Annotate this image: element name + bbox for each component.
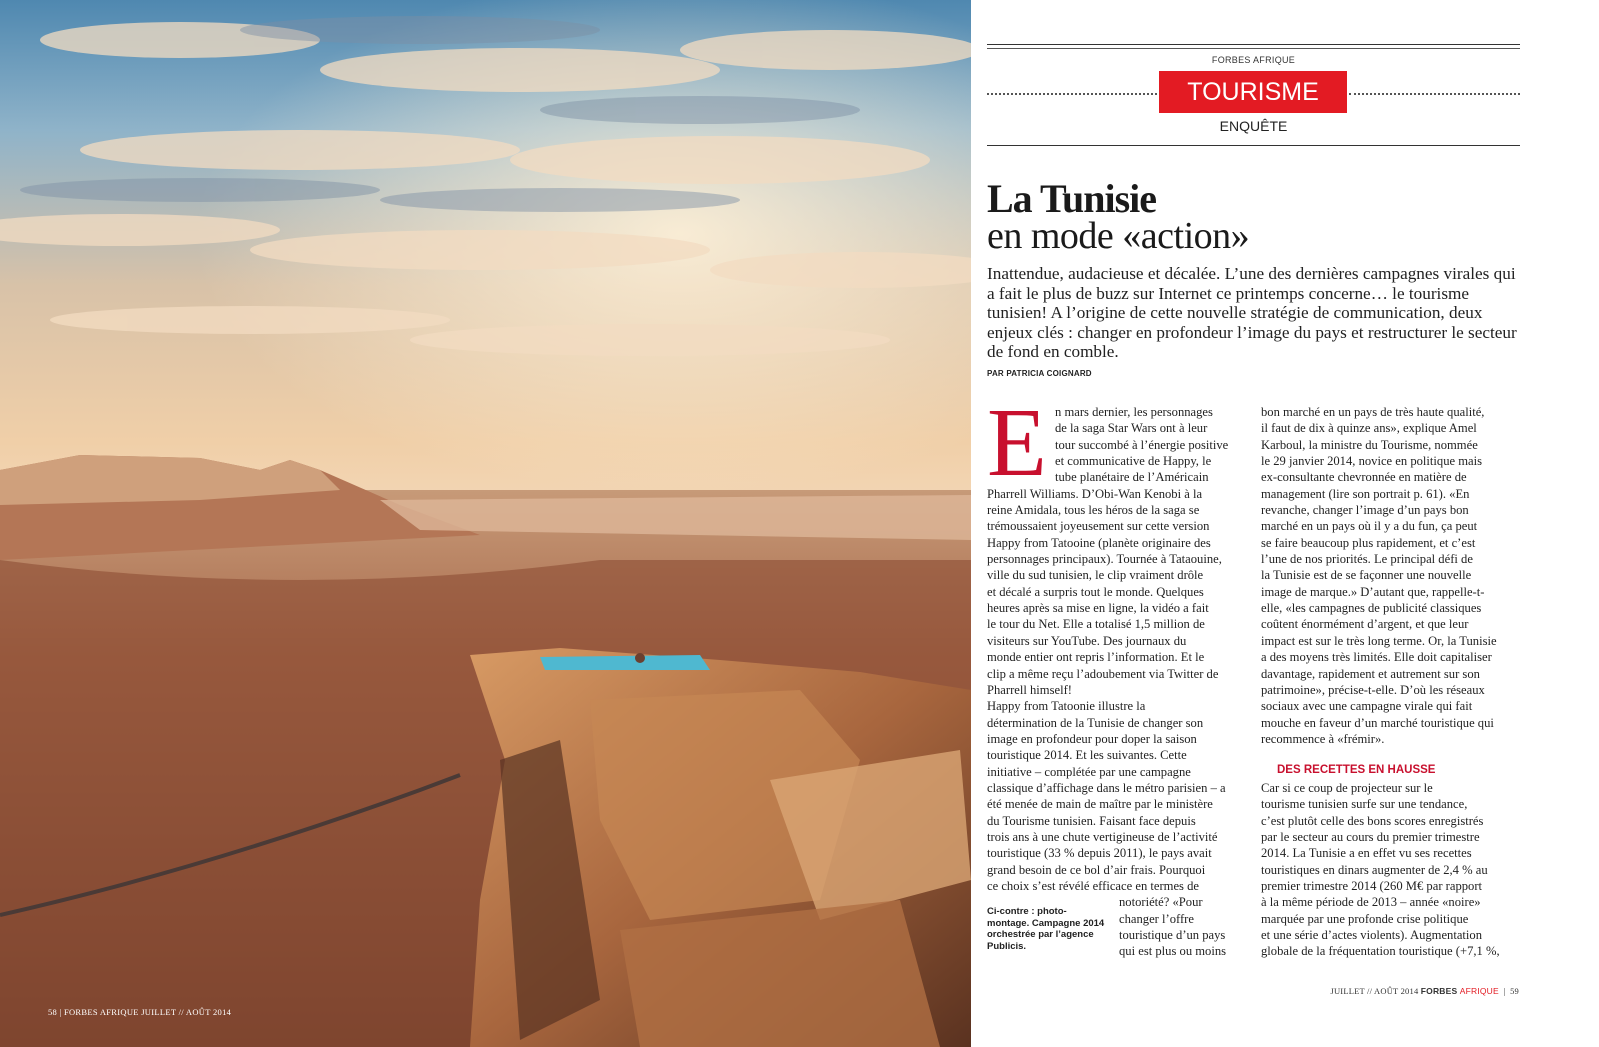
- body-column-2: [1261, 404, 1517, 747]
- body-line: trois ans à une chute vertigineuse de l’activité: [987, 829, 1218, 844]
- body-line: monde entier ont repris l’information. Et le: [987, 650, 1205, 665]
- body-line: ce choix s’est révélé efficace en termes de: [987, 878, 1199, 893]
- body-line: tourisme tunisien surfe sur une tendance,: [1261, 797, 1468, 812]
- body-line: elle, «les campagnes de publicité classiques: [1261, 601, 1482, 616]
- body-line: le 29 janvier 2014, novice en politique mais: [1261, 454, 1483, 469]
- body-line: sociaux avec une campagne virale qui fait: [1261, 699, 1473, 714]
- body-line: touristiques en dinars augmenter de 2,4 % au: [1261, 862, 1488, 877]
- body-column-2-continued: [1261, 780, 1517, 960]
- body-line: de la saga Star Wars ont à leur: [1055, 421, 1208, 436]
- body-line: touristique d’un pays: [1119, 928, 1226, 942]
- page-number: 59: [1510, 986, 1519, 996]
- article-title-line2: en mode «action»: [987, 215, 1250, 257]
- standfirst: Inattendue, audacieuse et décalée. L’une des dernières campagnes virales qui a fait le plus de buzz sur Internet ce printemps concerne… le tourisme tunisien! A l’origine de cette nouvelle stratégie de communication, deux enjeux clés : changer en profondeur l’image du pays et restructurer le secteur de fond en comble.: [987, 264, 1517, 361]
- body-line: personnages principaux). Tournée à Tataouine,: [987, 552, 1222, 567]
- body-line: reine Amidala, tous les héros de la saga se: [987, 503, 1200, 518]
- body-line: se faire beaucoup plus rapidement, et c’est: [1261, 535, 1476, 550]
- body-line: coûtent énormément d’argent, et que leur: [1261, 617, 1469, 632]
- article-page: [971, 0, 1599, 1047]
- body-line: clip a même reçu l’adoubement via Twitter de: [987, 666, 1219, 681]
- body-line: touristique (33 % depuis 2011), le pays avait: [987, 846, 1212, 861]
- body-line: la Tunisie est de se façonner une nouvelle: [1261, 568, 1472, 583]
- body-line: par le secteur au cours du premier trimestre: [1261, 830, 1480, 845]
- body-line: davantage, rapidement et autrement sur son: [1261, 666, 1480, 681]
- page-folio-right: JUILLET // AOÛT 2014 FORBES AFRIQUE | 59: [1330, 986, 1519, 996]
- folio-brand: FORBES: [1420, 986, 1458, 996]
- body-line: c’est plutôt celle des bons scores enregistrés: [1261, 813, 1484, 828]
- body-line: globale de la fréquentation touristique (+7,1 %,: [1261, 944, 1500, 959]
- body-line: premier trimestre 2014 (260 M€ par rapport: [1261, 879, 1483, 894]
- body-column-1: [987, 389, 1237, 960]
- body-line: à la même période de 2013 – année «noire»: [1261, 895, 1481, 910]
- body-line: touristique 2014. Et les suivantes. Cette: [987, 748, 1187, 763]
- dotted-rule-right: [1349, 93, 1520, 95]
- body-line: patrimoine», précise-t-elle. D’où les réseaux: [1261, 682, 1485, 697]
- section-tag: TOURISME: [1159, 71, 1347, 113]
- subsection-label: ENQUÊTE: [1219, 118, 1288, 134]
- body-line: image en profondeur pour doper la saison: [987, 731, 1197, 746]
- body-line: changer l’offre: [1119, 911, 1194, 926]
- body-line: classique d’affichage dans le métro parisien – a: [987, 780, 1226, 795]
- body-line: a des moyens très limités. Elle doit capitaliser: [1261, 650, 1492, 665]
- page-folio-left: 58 | FORBES AFRIQUE JUILLET // AOÛT 2014: [48, 1007, 232, 1017]
- body-line: du Tourisme tunisien. Faisant face depuis: [987, 813, 1196, 828]
- body-line: management (lire son portrait p. 61). «En: [1261, 486, 1470, 501]
- body-line: le tour du Net. Elle a totalisé 1,5 million de: [987, 617, 1205, 632]
- folio-brand-accent: AFRIQUE: [1459, 986, 1499, 996]
- body-line: l’une de nos priorités. Le principal défi de: [1261, 552, 1473, 567]
- photo-caption: Ci-contre : photo-montage. Campagne 2014 orchestrée par l’agence Publicis.: [987, 906, 1105, 952]
- body-line: 2014. La Tunisie a en effet vu ses recettes: [1261, 846, 1472, 861]
- body-line: initiative – complétée par une campagne: [987, 764, 1191, 779]
- body-line: et décalé a surpris tout le monde. Quelques: [987, 584, 1204, 599]
- body-line: ex-consultante chevronnée en matière de: [1261, 470, 1467, 485]
- body-line: tube planétaire de l’Américain: [1055, 470, 1209, 485]
- body-line: détermination de la Tunisie de changer son: [987, 715, 1204, 730]
- body-line: marquée par une profonde crise politique: [1261, 911, 1469, 926]
- magazine-kicker: FORBES AFRIQUE: [1211, 55, 1296, 65]
- body-line: qui est plus ou moins: [1119, 944, 1227, 959]
- body-line: mouche en faveur d’un marché touristique qui: [1261, 715, 1494, 730]
- section-rule: [987, 145, 1520, 146]
- article-title: La Tunisie: [987, 176, 1157, 221]
- body-line: recommence à «frémir».: [1261, 731, 1385, 746]
- body-line: marché en un pays où il y a du fun, ça peut: [1261, 519, 1478, 534]
- body-line: Karboul, la ministre du Tourisme, nommée: [1261, 437, 1478, 452]
- body-line: trémoussaient joyeusement sur cette version: [987, 519, 1210, 534]
- body-line: et communicative de Happy, le: [1055, 454, 1212, 469]
- body-line: grand besoin de ce bol d’air frais. Pourquoi: [987, 862, 1206, 877]
- body-line: image de marque.» D’autant que, rappelle-t-: [1261, 584, 1485, 599]
- body-line: il faut de dix à quinze ans», explique Amel: [1261, 421, 1477, 436]
- subheading: DES RECETTES EN HAUSSE: [1277, 764, 1436, 776]
- body-line: n mars dernier, les personnages: [1055, 405, 1213, 419]
- body-line: impact est sur le très long terme. Or, la Tunisie: [1261, 633, 1497, 648]
- body-line: Pharrell Williams. D’Obi-Wan Kenobi à la: [987, 486, 1203, 501]
- body-line: visiteurs sur YouTube. Des journaux du: [987, 633, 1187, 648]
- body-line: revanche, changer l’image d’un pays bon: [1261, 503, 1469, 518]
- header-rule-thin: [987, 48, 1520, 49]
- body-line: Car si ce coup de projecteur sur le: [1261, 781, 1433, 795]
- body-line: tour succombé à l’énergie positive: [1055, 437, 1229, 452]
- header-rule: [987, 44, 1520, 45]
- dotted-rule-left: [987, 93, 1157, 95]
- body-line: heures après sa mise en ligne, la vidéo a fait: [987, 601, 1209, 616]
- body-line: notoriété? «Pour: [1119, 895, 1203, 910]
- body-line: et une série d’actes violents). Augmentation: [1261, 928, 1483, 943]
- byline: PAR PATRICIA COIGNARD: [987, 369, 1092, 378]
- body-line: Happy from Tatooine (planète originaire des: [987, 535, 1211, 550]
- body-line: Pharrell himself!: [987, 682, 1072, 697]
- body-line: Happy from Tatoonie illustre la: [987, 699, 1146, 714]
- body-line: bon marché en un pays de très haute qualité,: [1261, 405, 1485, 419]
- dropcap: E: [987, 389, 1047, 497]
- folio-date: JUILLET // AOÛT 2014: [1330, 986, 1419, 996]
- body-line: été menée de main de maître par le ministère: [987, 797, 1213, 812]
- body-line: ville du sud tunisien, le clip vraiment drôle: [987, 568, 1204, 583]
